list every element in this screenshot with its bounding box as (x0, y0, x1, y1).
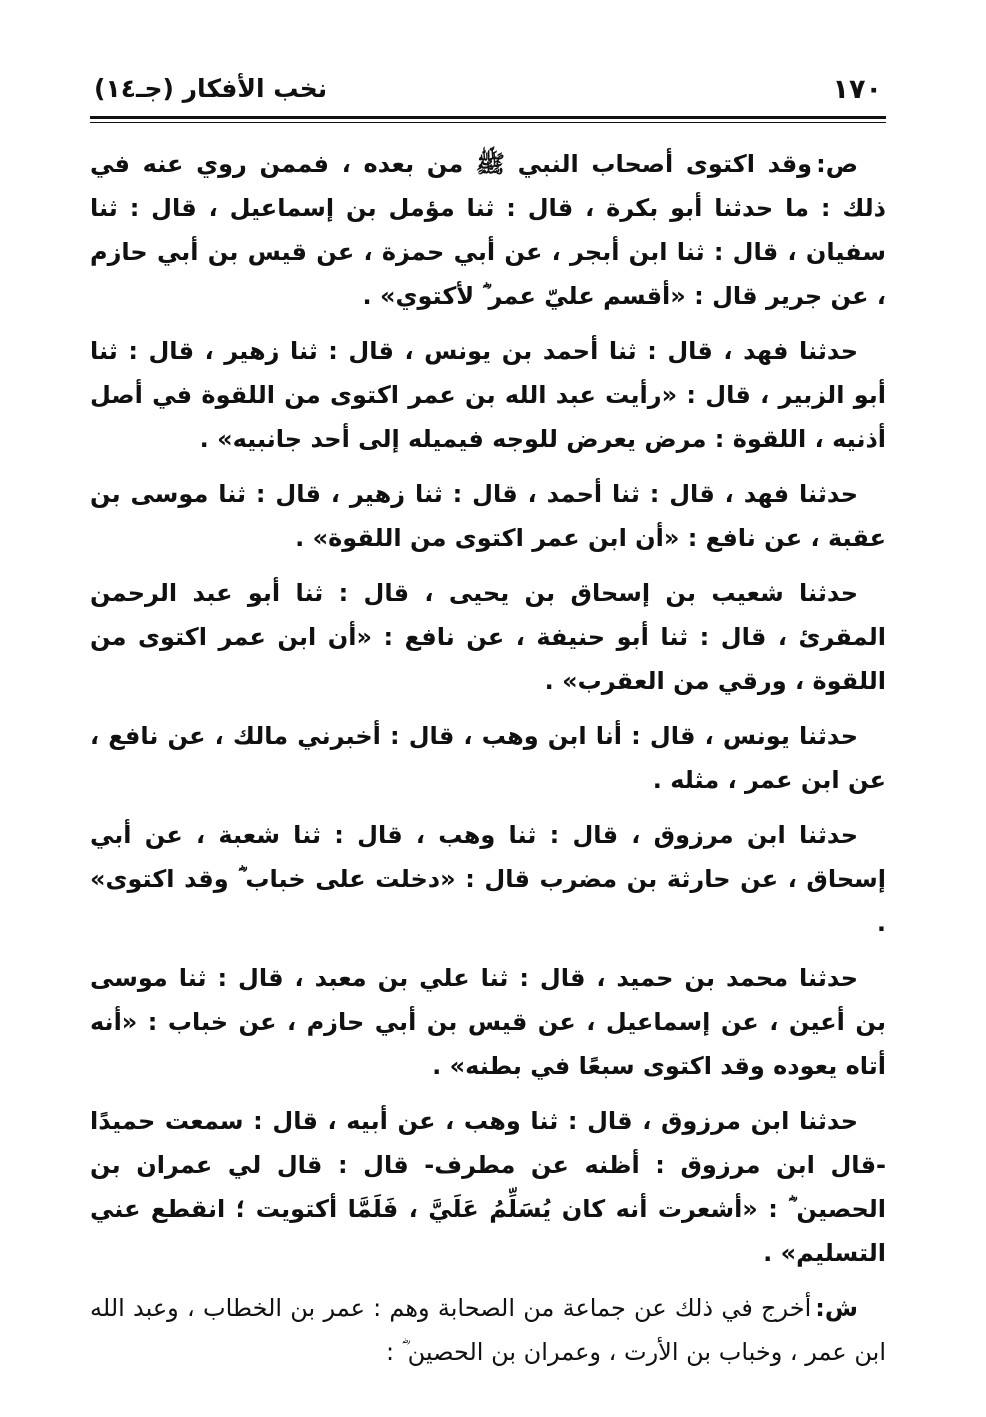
paragraph-text: أخرج في ذلك عن جماعة من الصحابة وهم : عمر بن الخطاب ، وعبد الله ابن عمر ، وخباب بن الأرت ، وعمران بن الحصين ؓ : (90, 1294, 886, 1366)
paragraph-text: وقد اكتوى أصحاب النبي ﷺ من بعده ، فممن روي عنه في ذلك : ما حدثنا أبو بكرة ، قال : ثنا مؤمل بن إسماعيل ، قال : ثنا سفيان ، قال : ثنا ابن أبجر ، عن أبي حمزة ، عن قيس بن أبي حازم ، عن جرير قال : «أقسم عليّ عمر ؓ لأكتوي» . (90, 150, 886, 310)
paragraph-text: حدثنا يونس ، قال : أنا ابن وهب ، قال : أخبرني مالك ، عن نافع ، عن ابن عمر ، مثله . (90, 722, 886, 794)
paragraph-hadith-3 (90, 472, 886, 560)
paragraph-text: حدثنا ابن مرزوق ، قال : ثنا وهب ، قال : ثنا شعبة ، عن أبي إسحاق ، عن حارثة بن مضرب قال : «دخلت على خباب ؓ وقد اكتوى» . (90, 821, 886, 937)
running-title: نخب الأفكار (جـ١٤) (94, 74, 328, 103)
paragraph-hadith-2 (90, 329, 886, 461)
page-body (90, 142, 886, 1385)
paragraph-hadith-7 (90, 956, 886, 1088)
paragraph-text: حدثنا شعيب بن إسحاق بن يحيى ، قال : ثنا أبو عبد الرحمن المقرئ ، قال : ثنا أبو حنيفة ، عن نافع : «أن ابن عمر اكتوى من اللقوة ، ورقي من العقرب» . (90, 579, 886, 695)
paragraph-sharh (90, 1286, 886, 1374)
paragraph-text: حدثنا محمد بن حميد ، قال : ثنا علي بن معبد ، قال : ثنا موسى بن أعين ، عن إسماعيل ، عن قيس بن أبي حازم ، عن خباب : «أنه أتاه يعوده وقد اكتوى سبعًا في بطنه» . (90, 964, 886, 1080)
header-rule-thin (90, 122, 886, 123)
page-number: ١٧٠ (832, 74, 882, 105)
page-header (90, 70, 886, 112)
matn-marker: ص: (816, 150, 858, 178)
header-rule-thick (90, 116, 886, 119)
paragraph-matn-1 (90, 142, 886, 318)
paragraph-text: حدثنا فهد ، قال : ثنا أحمد بن يونس ، قال : ثنا زهير ، قال : ثنا أبو الزبير ، قال : «رأيت عبد الله بن عمر اكتوى من اللقوة في أصل أذنيه ، اللقوة : مرض يعرض للوجه فيميله إلى أحد جانبيه» . (90, 337, 886, 453)
paragraph-hadith-5 (90, 714, 886, 802)
paragraph-hadith-8 (90, 1099, 886, 1275)
paragraph-text: حدثنا فهد ، قال : ثنا أحمد ، قال : ثنا زهير ، قال : ثنا موسى بن عقبة ، عن نافع : «أن ابن عمر اكتوى من اللقوة» . (90, 480, 886, 552)
sharh-marker: ش: (815, 1294, 858, 1322)
paragraph-hadith-6 (90, 813, 886, 945)
book-page (90, 70, 886, 1366)
paragraph-text: حدثنا ابن مرزوق ، قال : ثنا وهب ، عن أبيه ، قال : سمعت حميدًا -قال ابن مرزوق : أظنه عن مطرف- قال : قال لي عمران بن الحصين ؓ : «أشعرت أنه كان يُسَلِّمُ عَلَيَّ ، فَلَمَّا أكتويت ؛ انقطع عني التسليم» . (90, 1107, 886, 1267)
paragraph-hadith-4 (90, 571, 886, 703)
